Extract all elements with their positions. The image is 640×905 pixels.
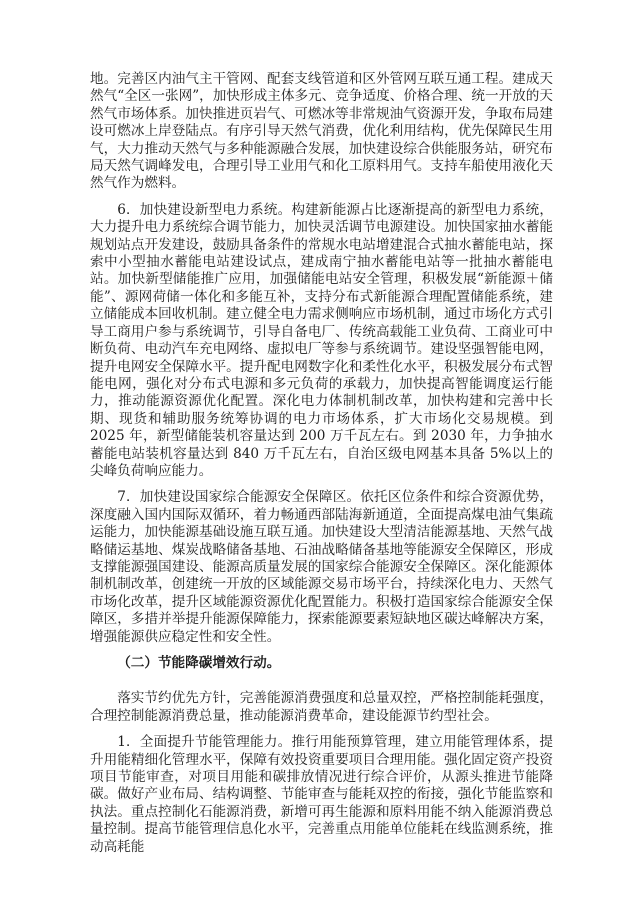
section-heading-energy-saving-carbon-reduction: （二）节能降碳增效行动。	[117, 655, 281, 671]
paragraph-6-new-power-system: 6．加快建设新型电力系统。构建新能源占比逐渐提高的新型电力系统，大力提升电力系统综合调节能力，加快灵活调节电源建设。加快国家抽水蓄能规划站点开发建设，鼓励具备条件的常规水电站增建混合式抽水蓄能电站，探索中小型抽水蓄能电站建设试点，建成南宁抽水蓄能电站等一批抽水蓄能电站。加快新型储能推广应用，加强储能电站安全管理，积极发展“新能源＋储能”、源网荷储一体化和多能互补，支持分布式新能源合理配置储能系统，建立储能成本回收机制。建立健全电力需求侧响应市场机制，通过市场化方式引导工商用户参与系统调节，引导自备电厂、传统高载能工业负荷、工商业可中断负荷、电动汽车充电网络、虚拟电厂等参与系统调节。建设坚强智能电网，提升电网安全保障水平。提升配电网数字化和柔性化水平，积极发展分布式智能电网，强化对分布式电源和多元负荷的承载力，加快提高智能调度运行能力，推动能源资源优化配置。深化电力体制机制改革，加快构建和完善中长期、现货和辅助服务统筹协调的电力市场体系，扩大市场化交易规模。到 2025 年，新型储能装机容量达到 200 万千瓦左右。到 2030 年，力争抽水蓄能电站装机容量达到 840 万千瓦左右，自治区级电网基本具备 5%以上的尖峰负荷响应能力。	[90, 201, 553, 479]
paragraph-1-energy-management-capability: 1．全面提升节能管理能力。推行用能预算管理，建立用能管理体系，提升用能精细化管理水平，保障有效投资重要项目合理用能。强化固定资产投资项目节能审查，对项目用能和碳排放情况进行综合评价，从源头推进节能降碳。做好产业布局、结构调整、节能审查与能耗双控的衔接，强化节能监察和执法。重点控制化石能源消费，新增可再生能源和原料用能不纳入能源消费总量控制。提高节能管理信息化水平，完善重点用能单位能耗在线监测系统，推动高耗能	[90, 734, 553, 855]
document-text-block	[90, 71, 553, 856]
paragraph-7-energy-security-zone: 7．加快建设国家综合能源安全保障区。依托区位条件和综合资源优势，深度融入国内国际双循环，着力畅通西部陆海新通道，全面提高煤电油气集疏运能力，加快能源基础设施互联互通。加快建设大型清洁能源基地、天然气战略储运基地、煤炭战略储备基地、石油战略储备基地等能源安全保障区，形成支撑能源强国建设、能源高质量发展的国家综合能源安全保障区。深化能源体制机制改革，创建统一开放的区域能源交易市场平台，持续深化电力、天然气市场化改革，提升区域能源资源优化配置能力。积极打造国家综合能源安全保障区，多措并举提升能源保障能力，探索能源要素短缺地区碳达峰解决方案，增强能源供应稳定性和安全性。	[90, 489, 553, 645]
paragraph-gas-network-continuation: 地。完善区内油气主干管网、配套支线管道和区外管网互联互通工程。建成天然气“全区一张网”，加快形成主体多元、竞争适度、价格合理、统一开放的天然气市场体系。加快推进页岩气、可燃冰等非常规油气资源开发，争取布局建设可燃冰上岸登陆点。有序引导天然气消费，优化利用结构，优先保障民生用气，大力推动天然气与多种能源融合发展，加快建设综合供能服务站，研究布局天然气调峰发电，合理引导工业用气和化工原料用气。支持车船使用液化天然气作为燃料。	[90, 71, 553, 192]
paragraph-section-intro: 落实节约优先方针，完善能源消费强度和总量双控，严格控制能耗强度，合理控制能源消费总量，推动能源消费革命，建设能源节约型社会。	[90, 690, 553, 724]
